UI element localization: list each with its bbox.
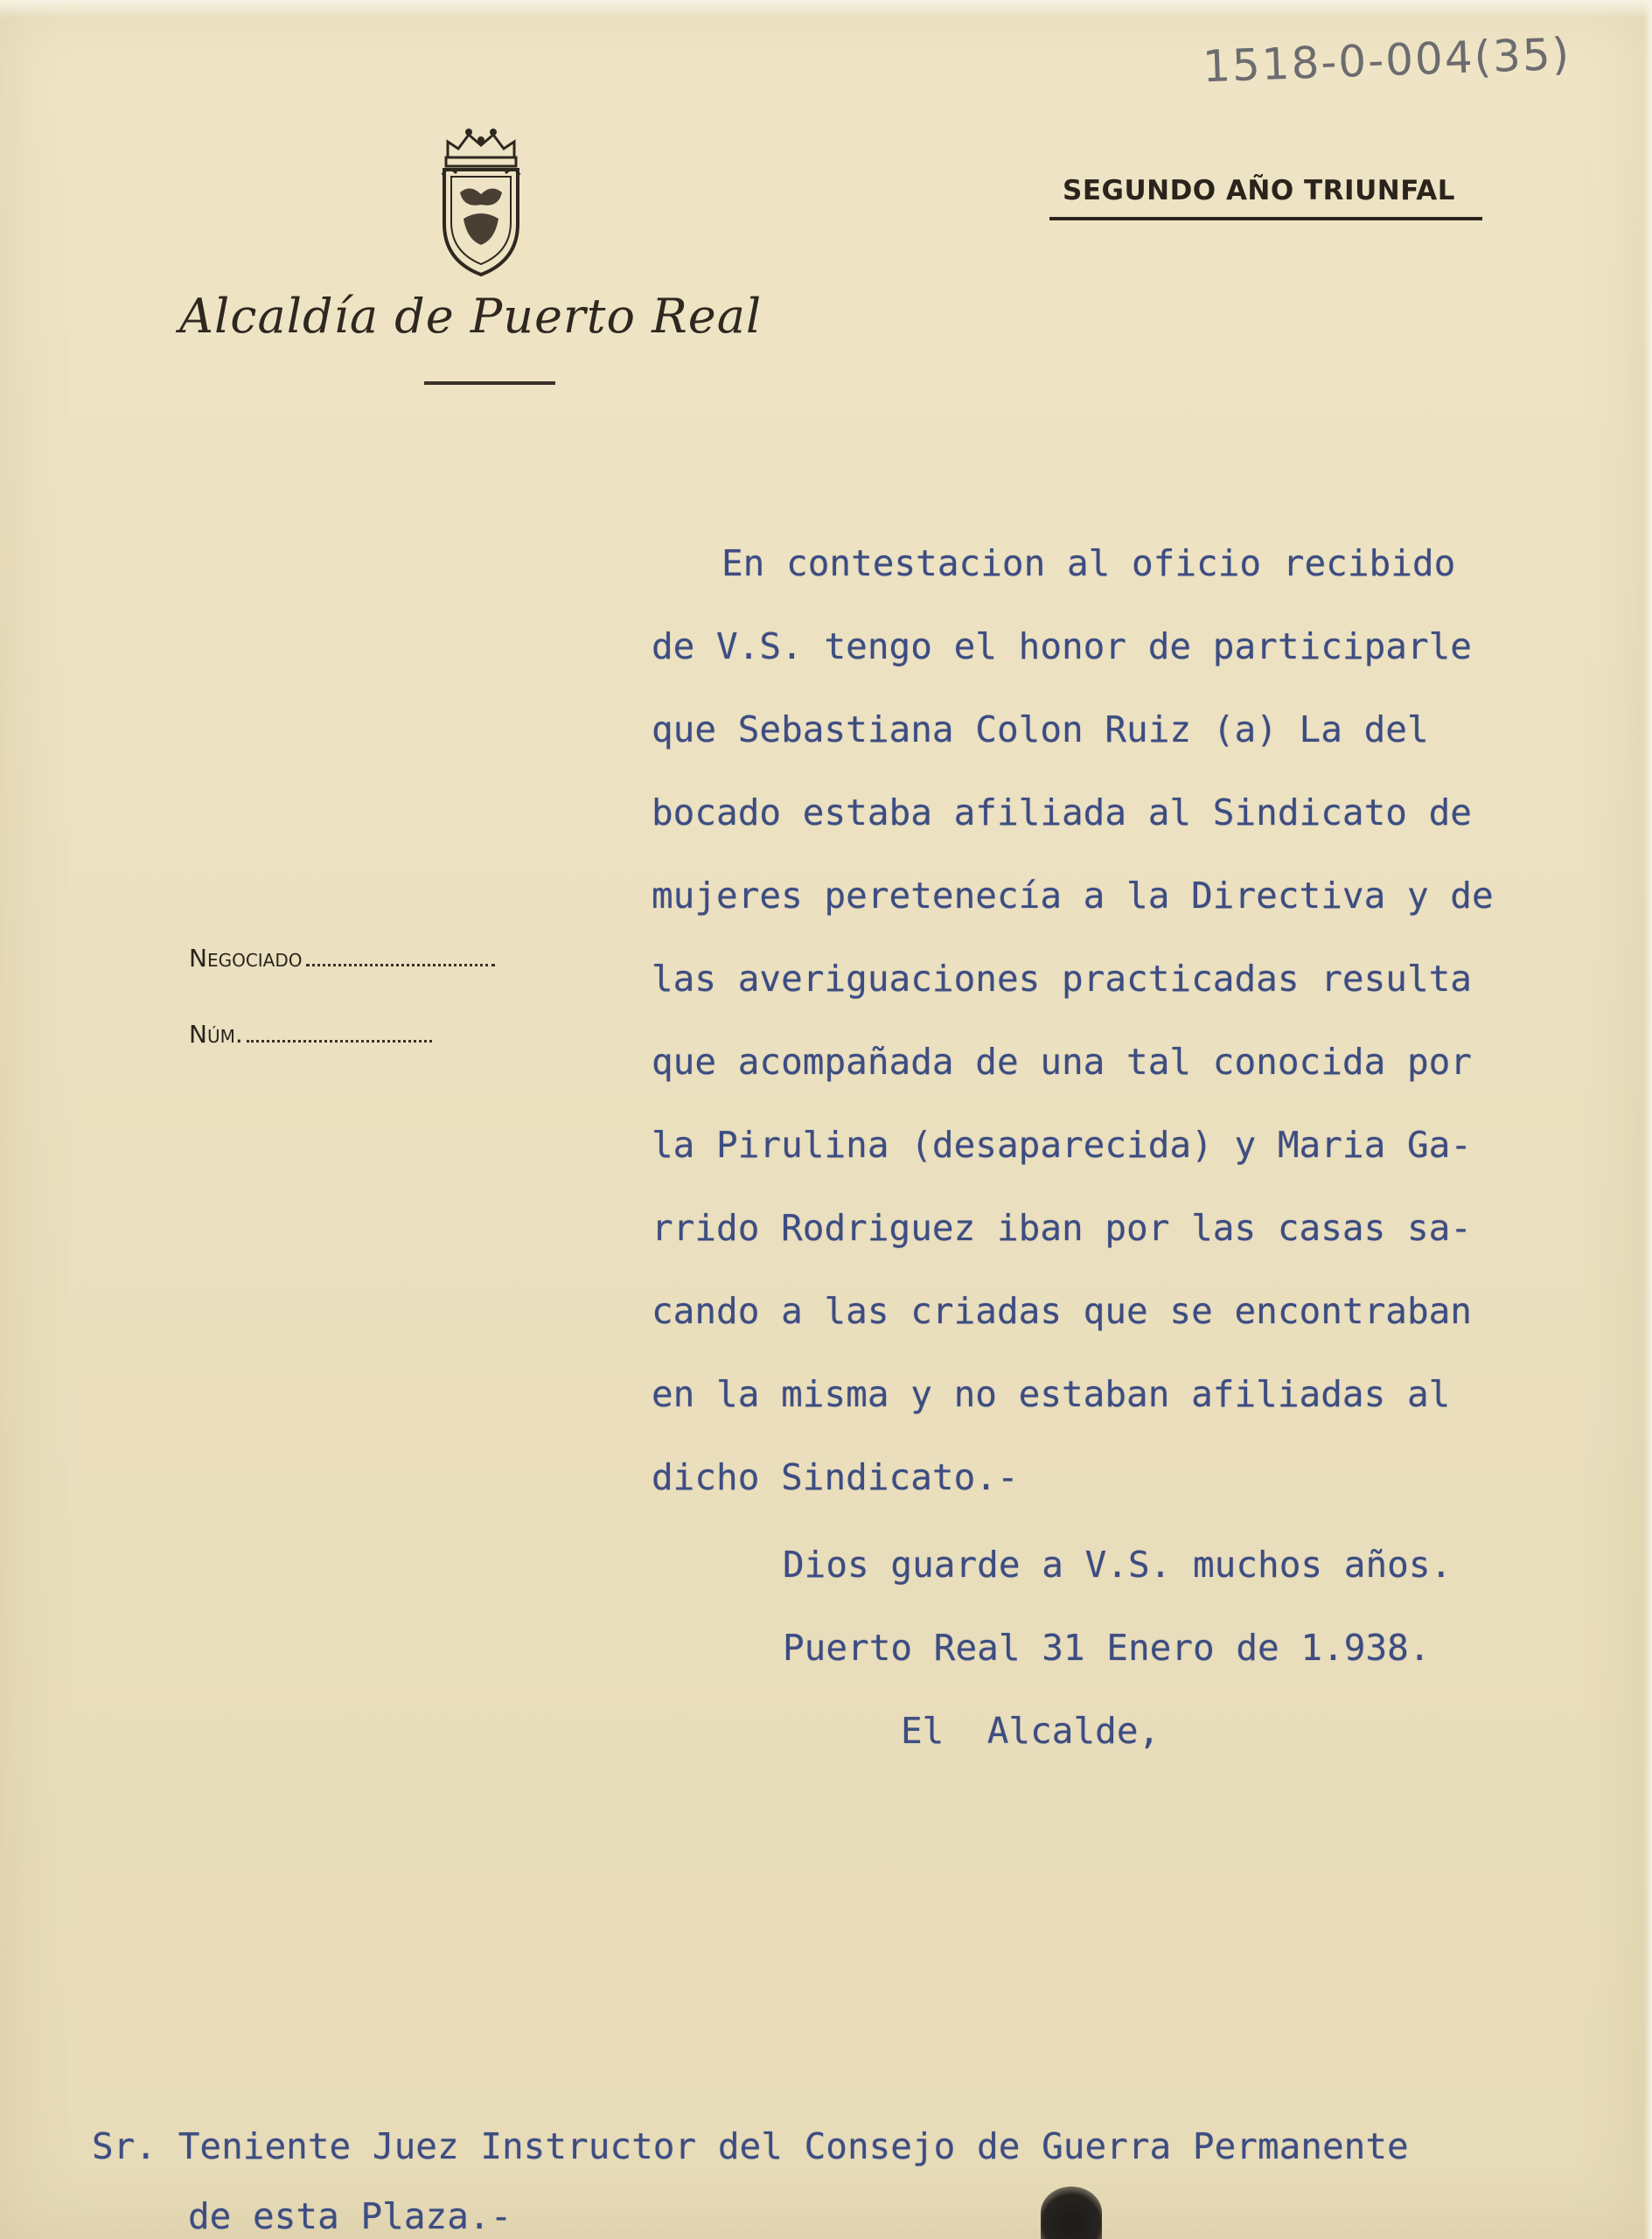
body-line-5: mujeres peretenecía a la Directiva y de [652, 875, 1494, 917]
year-underline [1049, 217, 1482, 220]
negociado-field [189, 944, 495, 973]
body-line-1: En contestacion al oficio recibido [721, 542, 1456, 584]
num-blank [247, 1021, 432, 1043]
ink-blot [1041, 2187, 1102, 2239]
addressee-line-2: de esta Plaza.- [188, 2195, 512, 2237]
archive-reference: 1518-0-004(35) [1202, 28, 1572, 93]
body-line-4: bocado estaba afiliada al Sindicato de [652, 792, 1472, 834]
paper-right-edge [1643, 0, 1652, 2239]
num-field [189, 1020, 432, 1049]
body-line-3: que Sebastiana Colon Ruiz (a) La del [652, 708, 1429, 750]
addressee-line-1: Sr. Teniente Juez Instructor del Consejo de Guerra Permanente [92, 2125, 1409, 2167]
municipality-title: Alcaldía de Puerto Real [179, 289, 763, 344]
body-line-2: de V.S. tengo el honor de participarle [652, 625, 1472, 667]
closing-signatory: El Alcalde, [901, 1710, 1161, 1752]
paper-top-edge [0, 0, 1652, 19]
num-label: Núm. [189, 1020, 243, 1049]
closing-place-date: Puerto Real 31 Enero de 1.938. [783, 1627, 1431, 1669]
coat-of-arms-icon [429, 121, 533, 278]
body-line-7: que acompañada de una tal conocida por [652, 1041, 1472, 1083]
negociado-blank [306, 945, 495, 966]
negociado-label: Negociado [189, 944, 303, 973]
body-line-12: dicho Sindicato.- [652, 1456, 1019, 1498]
body-line-10: cando a las criadas que se encontraban [652, 1290, 1472, 1332]
closing-salutation: Dios guarde a V.S. muchos años. [783, 1544, 1453, 1586]
title-underline [424, 381, 555, 385]
body-line-6: las averiguaciones practicadas resulta [652, 958, 1472, 1000]
body-line-8: la Pirulina (desaparecida) y Maria Ga- [652, 1124, 1472, 1166]
year-label: SEGUNDO AÑO TRIUNFAL [1063, 175, 1456, 206]
body-line-11: en la misma y no estaban afiliadas al [652, 1373, 1451, 1415]
body-line-9: rrido Rodriguez iban por las casas sa- [652, 1207, 1472, 1249]
